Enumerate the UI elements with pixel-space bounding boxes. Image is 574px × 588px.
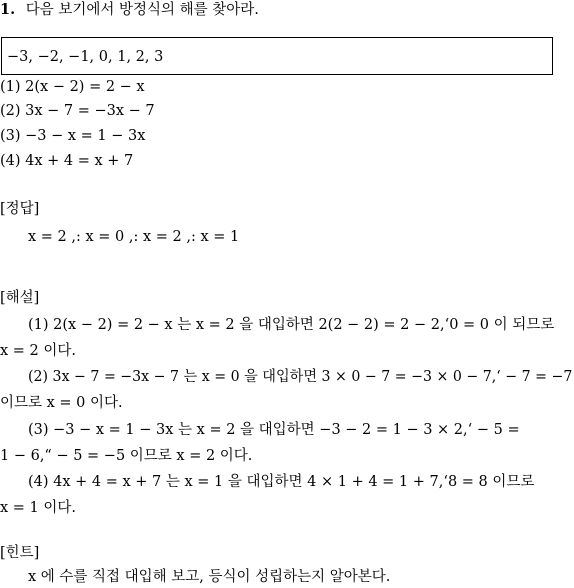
item-3: (3) −3 − x = 1 − 3x bbox=[0, 128, 146, 144]
question-prompt: 다음 보기에서 방정식의 해를 찾아라. bbox=[25, 2, 259, 18]
question-number: 1. bbox=[0, 1, 16, 18]
explanation-line: 1 − 6,“ − 5 = −5 이므로 x = 2 이다. bbox=[0, 448, 253, 464]
explanation-line: (3) −3 − x = 1 − 3x 는 x = 2 을 대입하면 −3 − 2 = 1 − 3 × 2,‘ − 5 = bbox=[28, 422, 520, 438]
explanation-line: 이므로 x = 0 이다. bbox=[0, 395, 123, 411]
explanation-line: (1) 2(x − 2) = 2 − x 는 x = 2 을 대입하면 2(2 − 2) = 2 − 2,‘0 = 0 이 되므로 bbox=[28, 317, 555, 333]
item-1: (1) 2(x − 2) = 2 − x bbox=[0, 79, 145, 95]
hint-heading: [힌트] bbox=[0, 545, 40, 561]
answer-text: x = 2 ,: x = 0 ,: x = 2 ,: x = 1 bbox=[28, 229, 240, 245]
question-header bbox=[0, 0, 259, 20]
answer-heading: [정답] bbox=[0, 201, 40, 217]
choices-box bbox=[1, 37, 553, 75]
explanation-heading: [해설] bbox=[0, 290, 40, 306]
explanation-line: (4) 4x + 4 = x + 7 는 x = 1 을 대입하면 4 × 1 + 4 = 1 + 7,‘8 = 8 이므로 bbox=[28, 474, 535, 490]
explanation-line: (2) 3x − 7 = −3x − 7 는 x = 0 을 대입하면 3 × 0 − 7 = −3 × 0 − 7,‘ − 7 = −7 bbox=[28, 369, 573, 385]
hint-text: x 에 수를 직접 대입해 보고, 등식이 성립하는지 알아본다. bbox=[28, 569, 391, 585]
choices-text: −3, −2, −1, 0, 1, 2, 3 bbox=[7, 49, 164, 65]
explanation-line: x = 2 이다. bbox=[0, 343, 77, 359]
item-2: (2) 3x − 7 = −3x − 7 bbox=[0, 103, 155, 119]
item-4: (4) 4x + 4 = x + 7 bbox=[0, 153, 134, 169]
explanation-line: x = 1 이다. bbox=[0, 500, 77, 516]
